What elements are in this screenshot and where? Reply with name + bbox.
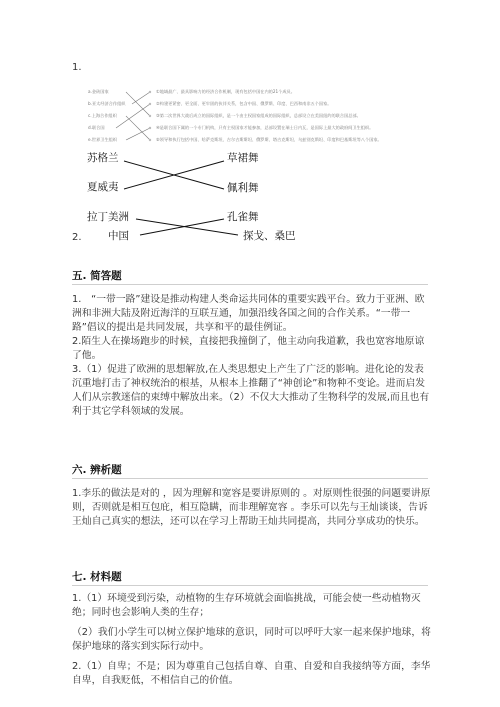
section-title-material: 七. 材料题 [72,571,122,583]
item-number-1: 1. [72,62,82,73]
matching-lines [86,82,414,144]
dance-right-1: 草裙舞 [227,152,259,164]
dance-left-4: 中国 [108,230,129,242]
dance-right-3: 孔雀舞 [227,211,259,223]
match-right-3: ③第二次世界大战后成立的国际组织，是一个由主权国家组成的国际组织，总部设立在美国纽约的联合国总部。 [156,113,361,118]
analysis-answer: 1.李乐的做法是对的 ，因为理解和宽容是要讲原则的 。对原则性很强的问题要讲原则，否则就是相互包庇，相互隐瞒，而非理解宽容 。李乐可以先与王灿谈谈，告诉王灿自己真实的想法，还可以在学习上帮助王灿共同提高，共同分享成功的快乐。 [72,488,431,527]
match-left-e: e.世界卫生组织 [88,137,118,142]
material-answer-2: （2）我们小学生可以树立保护地球的意识，同时可以呼吁大家一起来保护地球，将保护地球的落实到实际行动中。 [72,627,431,652]
match-left-d: d.联合国 [88,125,105,130]
material-answer-1: 1.（1）环境受到污染，动植物的生存环境就会面临挑战，可能会使一些动植物灭绝；同时也会影响人类的生存； [72,593,421,618]
dance-lines [84,147,304,241]
short-answer-3: 3.（1）促进了欧洲的思想解放,在人类思想史上产生了广泛的影响。进化论的发表沉重地打击了神权统治的根基，从根本上推翻了“神创论”和物种不变论。进而启发人们从宗教迷信的束缚中解放出来。（2）不仅大大推动了生物科学的发展,而且也有利于其它学科领域的发展。 [72,364,430,417]
section-divider-5 [72,284,428,285]
material-answer-3: 2.（1）自卑；不是；因为尊重自己包括自尊、自重、自爱和自我接纳等方面，李华自卑，自我贬低，不相信自己的价值。 [72,661,431,686]
dance-left-2: 夏威夷 [87,181,119,193]
match-right-2: ②构建更紧密、更全面、更牢固的伙伴关系，包含中国、俄罗斯、印度、巴西和南非五个国家。 [156,101,332,106]
dance-right-4: 探戈、桑巴 [243,230,296,242]
short-answer-2: 2.陌生人在操场跑步的时候，直接把我撞倒了，他主动向我道歉，我也宽容地原谅了他。 [72,336,425,361]
short-answer-1: 1. “一带一路”建设是推动构建人类命运共同体的重要实践平台。致力于亚洲、欧洲和非洲大陆及附近海洋的互联互通，加强沿线各国之间的合作关系。“一带一路”倡议的提出是共同发展，共享和平的最佳例证。 [72,294,425,333]
dance-left-3: 拉丁美洲 [87,211,129,223]
match-line-d [116,104,150,128]
analysis-block [72,487,432,529]
match-line-c [126,116,150,140]
match-right-4: ④是联合国下属的一个专门机构，只有主权国家才能参加，总部设置在瑞士日内瓦，是国际上最大的政府间卫生组织。 [156,125,374,130]
match-left-c: c.上海合作组织 [88,113,117,118]
short-answer-block [72,293,432,419]
match-line-b [132,92,150,104]
section-title-analysis: 六. 辨析题 [72,464,122,476]
section-divider-6 [72,478,428,479]
section-divider-7 [72,585,428,586]
material-block [72,592,432,688]
dance-matching-figure [84,147,304,241]
section-title-short-answer: 五. 简答题 [72,270,122,282]
match-left-b: b.亚太经济合作组织 [88,101,126,106]
match-right-5: ⑤领导和执行包括中国、哈萨克斯坦、吉尔吉斯斯坦、俄罗斯、塔吉克斯坦、乌兹别克斯坦、印度和巴基斯坦等八个国家。 [156,137,382,142]
item-number-2: 2. [72,232,82,243]
matching-figure [86,82,414,142]
dance-left-1: 苏格兰 [87,152,119,164]
match-right-1: ①地域最广、最具影响力的经济合作机制，现有包括中国在内的21个成员。 [156,89,295,94]
match-left-a: a.金砖国家 [88,89,109,94]
dance-right-2: 佩利舞 [227,182,259,194]
match-line-e [126,128,150,140]
